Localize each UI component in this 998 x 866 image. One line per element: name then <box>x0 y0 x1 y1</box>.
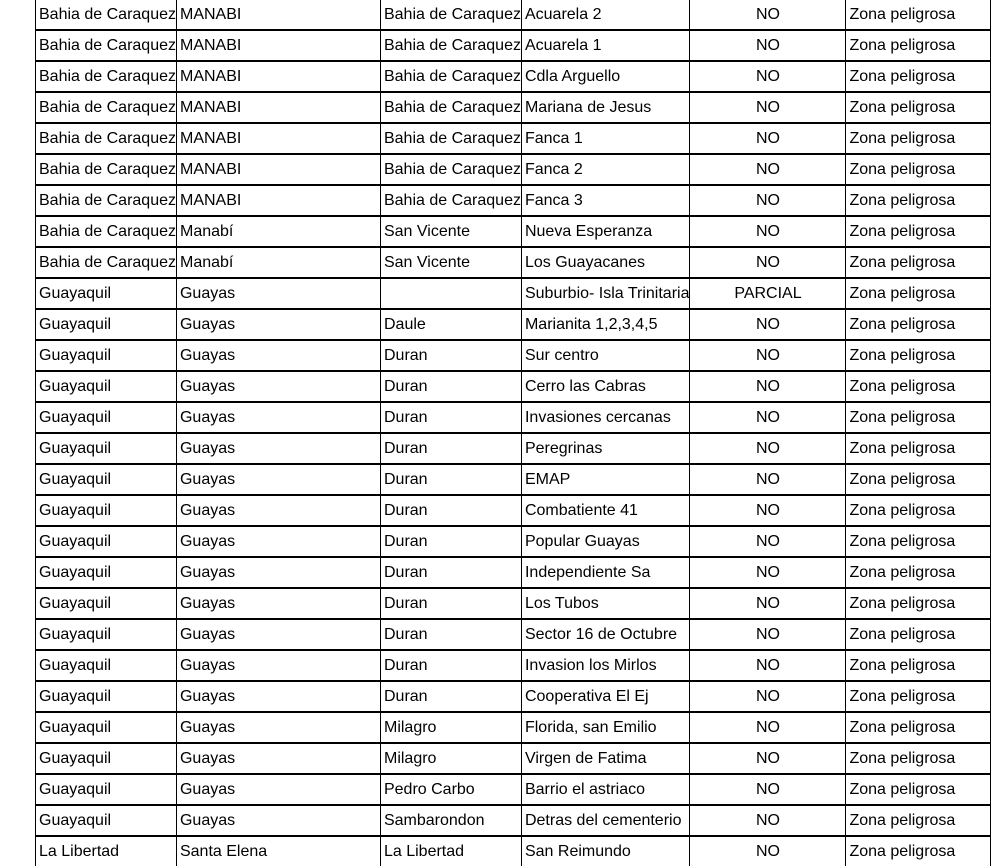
canton-cell[interactable]: Duran <box>380 526 521 557</box>
canton-cell[interactable]: San Vicente <box>380 247 521 278</box>
canton-cell[interactable]: Duran <box>380 340 521 371</box>
sector-cell[interactable]: Los Tubos <box>521 588 690 619</box>
zone-cell[interactable]: Zona peligrosa <box>846 464 991 495</box>
canton-cell[interactable]: Sambarondon <box>380 805 521 836</box>
canton-cell[interactable]: La Libertad <box>380 836 521 866</box>
city-cell[interactable]: Bahia de Caraquez <box>36 0 177 30</box>
sector-cell[interactable]: Sur centro <box>521 340 690 371</box>
city-cell[interactable]: Bahia de Caraquez <box>36 247 177 278</box>
canton-cell[interactable]: Pedro Carbo <box>380 774 521 805</box>
status-cell[interactable]: NO <box>690 526 846 557</box>
spreadsheet-table <box>35 0 991 866</box>
table-row <box>36 526 991 557</box>
province-cell[interactable]: Guayas <box>176 278 380 309</box>
province-cell[interactable]: Guayas <box>176 340 380 371</box>
sector-cell[interactable]: Virgen de Fatima <box>521 743 690 774</box>
province-cell[interactable]: Guayas <box>176 743 380 774</box>
table-row <box>36 247 991 278</box>
table-row <box>36 495 991 526</box>
zone-cell[interactable]: Zona peligrosa <box>846 805 991 836</box>
province-cell[interactable]: Guayas <box>176 526 380 557</box>
status-cell[interactable]: NO <box>690 650 846 681</box>
status-cell[interactable]: NO <box>690 433 846 464</box>
table-row <box>36 805 991 836</box>
sector-cell[interactable]: Nueva Esperanza <box>521 216 690 247</box>
table-body <box>36 0 991 866</box>
zone-cell[interactable]: Zona peligrosa <box>846 588 991 619</box>
province-cell[interactable]: MANABI <box>176 92 380 123</box>
sector-cell[interactable]: Cooperativa El Ej <box>521 681 690 712</box>
city-cell[interactable]: Bahia de Caraquez <box>36 61 177 92</box>
canton-cell[interactable]: Bahia de Caraquez <box>380 0 521 30</box>
city-cell[interactable]: Guayaquil <box>36 743 177 774</box>
city-cell[interactable]: Guayaquil <box>36 402 177 433</box>
province-cell[interactable]: Guayas <box>176 309 380 340</box>
city-cell[interactable]: Guayaquil <box>36 681 177 712</box>
sector-cell[interactable]: Florida, san Emilio <box>521 712 690 743</box>
sector-cell[interactable]: Invasiones cercanas <box>521 402 690 433</box>
zone-cell[interactable]: Zona peligrosa <box>846 774 991 805</box>
status-cell[interactable]: NO <box>690 92 846 123</box>
sector-cell[interactable]: Invasion los Mirlos <box>521 650 690 681</box>
city-cell[interactable]: Guayaquil <box>36 495 177 526</box>
table-row <box>36 371 991 402</box>
status-cell[interactable]: NO <box>690 216 846 247</box>
zone-cell[interactable]: Zona peligrosa <box>846 526 991 557</box>
zone-cell[interactable]: Zona peligrosa <box>846 836 991 866</box>
city-cell[interactable]: Guayaquil <box>36 774 177 805</box>
sector-cell[interactable]: Independiente Sa <box>521 557 690 588</box>
table-row <box>36 61 991 92</box>
city-cell[interactable]: Bahia de Caraquez <box>36 216 177 247</box>
sector-cell[interactable]: Fanca 2 <box>521 154 690 185</box>
status-cell[interactable]: PARCIAL <box>690 278 846 309</box>
city-cell[interactable]: Guayaquil <box>36 464 177 495</box>
canton-cell[interactable]: Bahia de Caraquez <box>380 30 521 61</box>
city-cell[interactable]: Guayaquil <box>36 588 177 619</box>
zone-cell[interactable]: Zona peligrosa <box>846 247 991 278</box>
province-cell[interactable]: MANABI <box>176 30 380 61</box>
table-row <box>36 650 991 681</box>
sector-cell[interactable]: Detras del cementerio <box>521 805 690 836</box>
city-cell[interactable]: Bahia de Caraquez <box>36 154 177 185</box>
status-cell[interactable]: NO <box>690 0 846 30</box>
zone-cell[interactable]: Zona peligrosa <box>846 92 991 123</box>
province-cell[interactable]: MANABI <box>176 123 380 154</box>
table-row <box>36 712 991 743</box>
sector-cell[interactable]: Popular Guayas <box>521 526 690 557</box>
canton-cell[interactable]: Duran <box>380 681 521 712</box>
sector-cell[interactable]: Acuarela 2 <box>521 0 690 30</box>
city-cell[interactable]: Guayaquil <box>36 526 177 557</box>
canton-cell[interactable]: Duran <box>380 464 521 495</box>
city-cell[interactable]: Guayaquil <box>36 712 177 743</box>
table-row <box>36 557 991 588</box>
province-cell[interactable]: Guayas <box>176 619 380 650</box>
zone-cell[interactable]: Zona peligrosa <box>846 30 991 61</box>
sector-cell[interactable]: Acuarela 1 <box>521 30 690 61</box>
province-cell[interactable]: MANABI <box>176 61 380 92</box>
table-row <box>36 185 991 216</box>
city-cell[interactable]: Guayaquil <box>36 650 177 681</box>
status-cell[interactable]: NO <box>690 123 846 154</box>
sector-cell[interactable]: Suburbio- Isla Trinitaria <box>521 278 690 309</box>
status-cell[interactable]: NO <box>690 371 846 402</box>
zone-cell[interactable]: Zona peligrosa <box>846 61 991 92</box>
table-row <box>36 619 991 650</box>
status-cell[interactable]: NO <box>690 836 846 866</box>
zone-cell[interactable]: Zona peligrosa <box>846 433 991 464</box>
city-cell[interactable]: Guayaquil <box>36 309 177 340</box>
status-cell[interactable]: NO <box>690 464 846 495</box>
canton-cell[interactable]: Duran <box>380 495 521 526</box>
table-row <box>36 30 991 61</box>
city-cell[interactable]: La Libertad <box>36 836 177 866</box>
status-cell[interactable]: NO <box>690 340 846 371</box>
province-cell[interactable]: Guayas <box>176 371 380 402</box>
zone-cell[interactable]: Zona peligrosa <box>846 371 991 402</box>
table-row <box>36 154 991 185</box>
sector-cell[interactable]: Los Guayacanes <box>521 247 690 278</box>
canton-cell[interactable]: San Vicente <box>380 216 521 247</box>
status-cell[interactable]: NO <box>690 247 846 278</box>
status-cell[interactable]: NO <box>690 774 846 805</box>
province-cell[interactable]: MANABI <box>176 0 380 30</box>
sector-cell[interactable]: Fanca 1 <box>521 123 690 154</box>
canton-cell[interactable]: Bahia de Caraquez <box>380 123 521 154</box>
table-row <box>36 433 991 464</box>
canton-cell[interactable]: Duran <box>380 433 521 464</box>
zone-cell[interactable]: Zona peligrosa <box>846 278 991 309</box>
table-row <box>36 464 991 495</box>
status-cell[interactable]: NO <box>690 495 846 526</box>
province-cell[interactable]: Santa Elena <box>176 836 380 866</box>
canton-cell[interactable] <box>380 278 521 309</box>
province-cell[interactable]: Guayas <box>176 433 380 464</box>
city-cell[interactable]: Guayaquil <box>36 433 177 464</box>
province-cell[interactable]: Guayas <box>176 588 380 619</box>
city-cell[interactable]: Guayaquil <box>36 340 177 371</box>
status-cell[interactable]: NO <box>690 30 846 61</box>
status-cell[interactable]: NO <box>690 743 846 774</box>
canton-cell[interactable]: Duran <box>380 402 521 433</box>
status-cell[interactable]: NO <box>690 61 846 92</box>
sector-cell[interactable]: Marianita 1,2,3,4,5 <box>521 309 690 340</box>
zone-cell[interactable]: Zona peligrosa <box>846 495 991 526</box>
table-row <box>36 92 991 123</box>
zone-cell[interactable]: Zona peligrosa <box>846 216 991 247</box>
city-cell[interactable]: Guayaquil <box>36 805 177 836</box>
status-cell[interactable]: NO <box>690 402 846 433</box>
province-cell[interactable]: MANABI <box>176 154 380 185</box>
canton-cell[interactable]: Duran <box>380 588 521 619</box>
zone-cell[interactable]: Zona peligrosa <box>846 619 991 650</box>
status-cell[interactable]: NO <box>690 681 846 712</box>
table-row <box>36 681 991 712</box>
table-row <box>36 278 991 309</box>
zone-cell[interactable]: Zona peligrosa <box>846 340 991 371</box>
zone-cell[interactable]: Zona peligrosa <box>846 309 991 340</box>
status-cell[interactable]: NO <box>690 154 846 185</box>
city-cell[interactable]: Guayaquil <box>36 619 177 650</box>
province-cell[interactable]: Guayas <box>176 557 380 588</box>
zone-cell[interactable]: Zona peligrosa <box>846 743 991 774</box>
city-cell[interactable]: Bahia de Caraquez <box>36 92 177 123</box>
province-cell[interactable]: Guayas <box>176 402 380 433</box>
city-cell[interactable]: Guayaquil <box>36 557 177 588</box>
status-cell[interactable]: NO <box>690 588 846 619</box>
status-cell[interactable]: NO <box>690 557 846 588</box>
zone-cell[interactable]: Zona peligrosa <box>846 154 991 185</box>
canton-cell[interactable]: Daule <box>380 309 521 340</box>
table-row <box>36 0 991 30</box>
canton-cell[interactable]: Bahia de Caraquez <box>380 154 521 185</box>
table-row <box>36 309 991 340</box>
sector-cell[interactable]: Cerro las Cabras <box>521 371 690 402</box>
province-cell[interactable]: MANABI <box>176 185 380 216</box>
table-row <box>36 836 991 866</box>
zone-cell[interactable]: Zona peligrosa <box>846 650 991 681</box>
sector-cell[interactable]: Sector 16 de Octubre <box>521 619 690 650</box>
sector-cell[interactable]: Barrio el astriaco <box>521 774 690 805</box>
zone-cell[interactable]: Zona peligrosa <box>846 185 991 216</box>
sector-cell[interactable]: Peregrinas <box>521 433 690 464</box>
table-row <box>36 402 991 433</box>
province-cell[interactable]: Guayas <box>176 805 380 836</box>
canton-cell[interactable]: Duran <box>380 650 521 681</box>
canton-cell[interactable]: Milagro <box>380 743 521 774</box>
canton-cell[interactable]: Bahia de Caraquez <box>380 92 521 123</box>
status-cell[interactable]: NO <box>690 712 846 743</box>
zone-cell[interactable]: Zona peligrosa <box>846 557 991 588</box>
province-cell[interactable]: Guayas <box>176 495 380 526</box>
zone-cell[interactable]: Zona peligrosa <box>846 123 991 154</box>
city-cell[interactable]: Bahia de Caraquez <box>36 123 177 154</box>
zone-cell[interactable]: Zona peligrosa <box>846 402 991 433</box>
canton-cell[interactable]: Milagro <box>380 712 521 743</box>
sector-cell[interactable]: EMAP <box>521 464 690 495</box>
canton-cell[interactable]: Bahia de Caraquez <box>380 61 521 92</box>
canton-cell[interactable]: Duran <box>380 371 521 402</box>
province-cell[interactable]: Manabí <box>176 216 380 247</box>
province-cell[interactable]: Guayas <box>176 712 380 743</box>
province-cell[interactable]: Manabí <box>176 247 380 278</box>
city-cell[interactable]: Bahia de Caraquez <box>36 30 177 61</box>
canton-cell[interactable]: Bahia de Caraquez <box>380 185 521 216</box>
status-cell[interactable]: NO <box>690 805 846 836</box>
sector-cell[interactable]: Mariana de Jesus <box>521 92 690 123</box>
sector-cell[interactable]: Fanca 3 <box>521 185 690 216</box>
sector-cell[interactable]: Combatiente 41 <box>521 495 690 526</box>
status-cell[interactable]: NO <box>690 185 846 216</box>
province-cell[interactable]: Guayas <box>176 774 380 805</box>
zone-cell[interactable]: Zona peligrosa <box>846 0 991 30</box>
zone-cell[interactable]: Zona peligrosa <box>846 681 991 712</box>
canton-cell[interactable]: Duran <box>380 557 521 588</box>
province-cell[interactable]: Guayas <box>176 650 380 681</box>
sector-cell[interactable]: Cdla Arguello <box>521 61 690 92</box>
status-cell[interactable]: NO <box>690 619 846 650</box>
table-row <box>36 216 991 247</box>
canton-cell[interactable]: Duran <box>380 619 521 650</box>
city-cell[interactable]: Guayaquil <box>36 371 177 402</box>
table-row <box>36 588 991 619</box>
status-cell[interactable]: NO <box>690 309 846 340</box>
table-row <box>36 123 991 154</box>
province-cell[interactable]: Guayas <box>176 464 380 495</box>
city-cell[interactable]: Guayaquil <box>36 278 177 309</box>
table-row <box>36 743 991 774</box>
table-row <box>36 340 991 371</box>
city-cell[interactable]: Bahia de Caraquez <box>36 185 177 216</box>
table-row <box>36 774 991 805</box>
province-cell[interactable]: Guayas <box>176 681 380 712</box>
zone-cell[interactable]: Zona peligrosa <box>846 712 991 743</box>
sector-cell[interactable]: San Reimundo <box>521 836 690 866</box>
